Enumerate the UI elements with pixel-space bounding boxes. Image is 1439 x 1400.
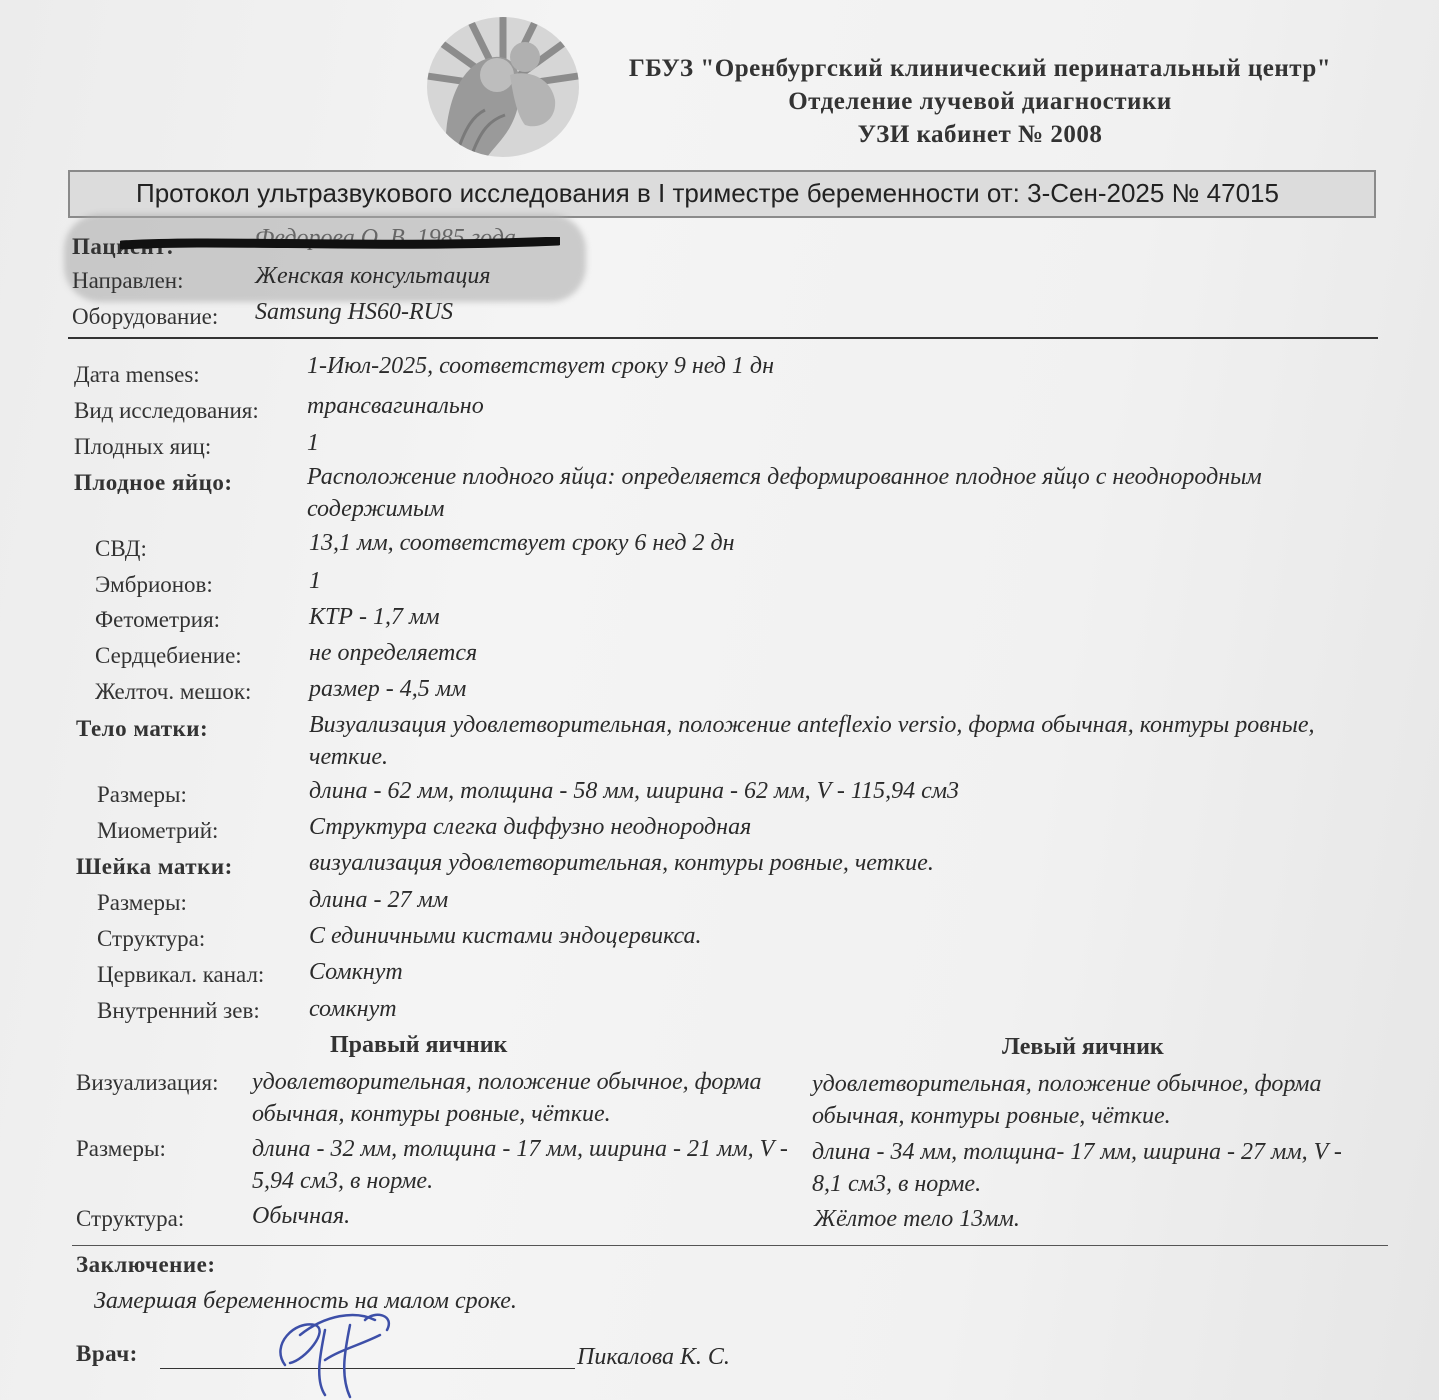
office-number: УЗИ кабинет № 2008 (857, 121, 1103, 148)
doctor-name: Пикалова К. С. (577, 1344, 730, 1370)
cervix-size-value: длина - 27 мм (309, 887, 449, 913)
cervical-canal-value: Сомкнут (309, 959, 403, 985)
protocol-title: Протокол ультразвукового исследования в I триместре беременности от: 3-Сен-2025 № 47015 (136, 178, 1279, 208)
divider-bottom (72, 1245, 1388, 1246)
left-ovary-size-value: длина - 34 мм, толщина- 17 мм, ширина - 27 мм, V - 8,1 см3, в норме. (812, 1139, 1342, 1197)
menses-value: 1-Июл-2025, соответствует сроку 9 нед 1 дн (307, 353, 774, 379)
myometrium-value: Структура слегка диффузно неоднородная (309, 814, 752, 840)
menses-label: Дата menses: (74, 362, 200, 387)
protocol-title-box (68, 170, 1376, 218)
right-ovary-structure-value: Обычная. (252, 1203, 351, 1229)
embryos-label: Эмбрионов: (95, 572, 213, 597)
uterus-size-value: длина - 62 мм, толщина - 58 мм, ширина - 62 мм, V - 115,94 см3 (309, 778, 960, 804)
right-ovary-size-value: длина - 32 мм, толщина - 17 мм, ширина - 21 мм, V - 5,94 см3, в норме. (252, 1136, 788, 1194)
myometrium-label: Миометрий: (97, 818, 219, 843)
referred-label: Направлен: (72, 268, 184, 293)
doctor-signature (255, 1305, 415, 1400)
equipment-value: Samsung HS60-RUS (255, 299, 453, 325)
left-ovary-vis-value: удовлетворительная, положение обычное, форма обычная, контуры ровные, чёткие. (812, 1071, 1322, 1129)
ovary-size-label: Размеры: (76, 1136, 166, 1161)
yolk-sac-value: размер - 4,5 мм (309, 676, 467, 702)
cervix-structure-value: С единичными кистами эндоцервикса. (309, 923, 702, 949)
internal-os-label: Внутренний зев: (97, 998, 260, 1023)
fetometry-value: КТР - 1,7 мм (309, 604, 440, 630)
cervix-value: визуализация удовлетворительная, контуры ровные, четкие. (309, 850, 934, 876)
doctor-label: Врач: (76, 1341, 138, 1366)
internal-os-value: сомкнут (309, 996, 397, 1022)
right-ovary-vis-value: удовлетворительная, положение обычное, форма обычная, контуры ровные, чёткие. (252, 1069, 762, 1127)
ovary-structure-label: Структура: (76, 1206, 185, 1231)
referred-value: Женская консультация (255, 263, 491, 289)
left-ovary-structure-value: Жёлтое тело 13мм. (814, 1206, 1020, 1232)
conclusion-value: Замершая беременность на малом сроке. (94, 1288, 517, 1314)
right-ovary-title: Правый яичник (330, 1032, 508, 1058)
exam-type-value: трансвагинально (307, 393, 484, 419)
yolk-sac-label: Желточ. мешок: (95, 679, 252, 704)
equipment-label: Оборудование: (72, 304, 219, 329)
patient-value: Федорова О. В. 1985 года (255, 225, 516, 251)
patient-label: Пациент: (72, 234, 175, 259)
heartbeat-label: Сердцебиение: (95, 643, 242, 668)
redaction-strike (120, 237, 560, 251)
exam-type-label: Вид исследования: (74, 398, 259, 423)
heartbeat-value: не определяется (309, 640, 478, 666)
cervical-canal-label: Цервикал. канал: (97, 962, 265, 987)
department-name: Отделение лучевой диагностики (788, 88, 1172, 115)
divider-top (68, 337, 1378, 339)
svd-value: 13,1 мм, соответствует сроку 6 нед 2 дн (309, 530, 735, 556)
org-name: ГБУЗ "Оренбургский клинический перинатальный центр" (628, 55, 1332, 82)
uterus-value: Визуализация удовлетворительная, положение anteflexio versio, форма обычная, контуры ровные, четкие. (309, 712, 1315, 770)
cervix-structure-label: Структура: (97, 926, 206, 951)
gestational-sac-value: Расположение плодного яйца: определяется деформированное плодное яйцо с неоднородным содержимым (307, 464, 1262, 522)
svd-label: СВД: (95, 536, 147, 561)
uterus-label: Тело матки: (76, 716, 209, 741)
eggs-count-label: Плодных яиц: (74, 434, 212, 459)
uterus-size-label: Размеры: (97, 782, 187, 807)
eggs-count-value: 1 (307, 430, 319, 456)
perinatal-center-logo (425, 15, 580, 160)
gestational-sac-label: Плодное яйцо: (74, 470, 233, 495)
fetometry-label: Фетометрия: (95, 607, 221, 632)
cervix-size-label: Размеры: (97, 890, 187, 915)
left-ovary-title: Левый яичник (1002, 1034, 1164, 1060)
ovary-vis-label: Визуализация: (76, 1070, 219, 1095)
embryos-value: 1 (309, 568, 321, 594)
conclusion-label: Заключение: (76, 1252, 216, 1277)
cervix-label: Шейка матки: (76, 854, 233, 879)
